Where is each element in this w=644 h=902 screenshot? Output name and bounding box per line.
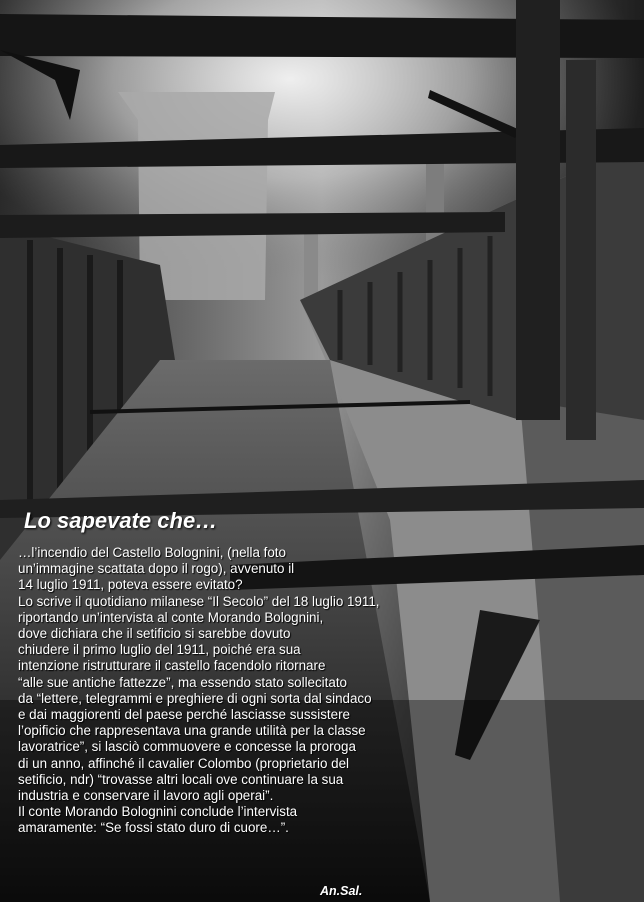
text-line: di un anno, affinché il cavalier Colombo (proprietario del [18, 755, 349, 771]
author-signature: An.Sal. [320, 884, 363, 898]
text-line: industria e conservare il lavoro agli operai”. [18, 788, 274, 804]
text-line: amaramente: “Se fossi stato duro di cuore…”. [18, 820, 289, 836]
text-line: dove dichiara che il setificio si sarebbe dovuto [18, 626, 291, 642]
text-line: Il conte Morando Bolognini conclude l’intervista [18, 804, 298, 820]
text-line: da “lettere, telegrammi e preghiere di ogni sorta dal sindaco [18, 690, 372, 706]
text-line: intenzione ristrutturare il castello facendolo ritornare [18, 658, 326, 674]
text-line: Lo scrive il quotidiano milanese “Il Secolo” del 18 luglio 1911, [18, 593, 380, 609]
text-line: …l’incendio del Castello Bolognini, (nella foto [18, 545, 286, 560]
text-line: l’opificio che rappresentava una grande utilità per la classe [18, 723, 366, 739]
text-line: setificio, ndr) “trovasse altri locali ove continuare la sua [18, 771, 344, 787]
article-text [18, 545, 618, 837]
text-line: 14 luglio 1911, poteva essere evitato? [18, 577, 243, 593]
text-line: e dai maggiorenti del paese perché lasciasse sussistere [18, 707, 350, 723]
pillar [516, 0, 560, 420]
headline: Lo sapevate che… [24, 508, 218, 533]
text-line: lavoratrice”, si lasciò commuovere e concesse la proroga [18, 739, 356, 755]
text-line: riportando un’intervista al conte Morando Bolognini, [18, 609, 324, 625]
text-line: chiudere il primo luglio del 1911, poiché era sua [18, 642, 301, 658]
text-line: “alle sue antiche fattezze”, ma essendo stato sollecitato [18, 674, 347, 690]
text-line: un’immagine scattata dopo il rogo), avvenuto il [18, 561, 295, 577]
